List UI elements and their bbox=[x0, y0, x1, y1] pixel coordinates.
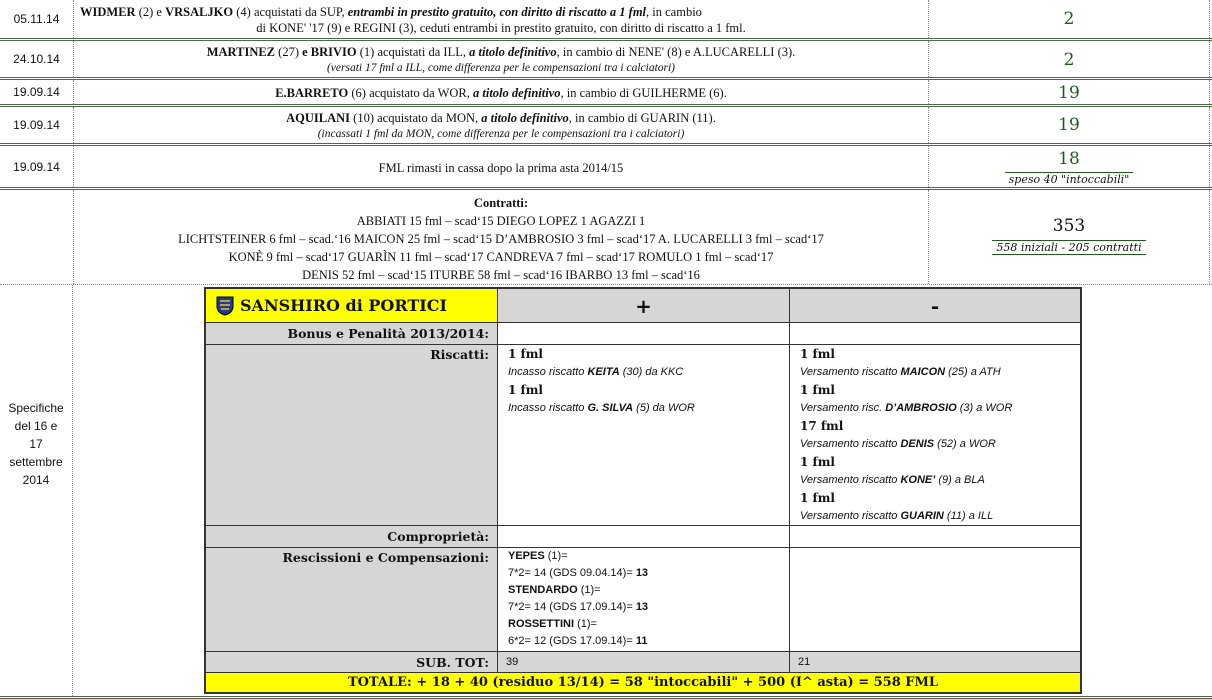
spec-label: 2014 bbox=[22, 473, 50, 487]
amount: 1 fml bbox=[800, 455, 835, 469]
riscatti-plus-cell bbox=[498, 345, 790, 526]
description-cell bbox=[74, 41, 929, 77]
amount: 13 bbox=[635, 601, 649, 613]
text: (27) bbox=[275, 45, 303, 59]
player-name: KONE’ bbox=[900, 474, 936, 486]
player-name: MAICON bbox=[900, 366, 946, 378]
text: (1)= bbox=[577, 584, 601, 596]
player-name: D’AMBROSIO bbox=[885, 402, 957, 414]
resc-label: Rescissioni e Compensazioni: bbox=[282, 550, 489, 565]
description-line bbox=[74, 44, 928, 60]
player-name: STENDARDO bbox=[508, 584, 578, 596]
player-name: ROSSETTINI bbox=[508, 618, 575, 630]
subtot-plus: 39 bbox=[506, 656, 519, 668]
player-name: e BRIVIO bbox=[302, 45, 357, 59]
player-name: VRSALJKO bbox=[165, 5, 234, 19]
contracts-row bbox=[0, 190, 1212, 285]
minus-label: - bbox=[930, 294, 940, 318]
player-name: GUARIN bbox=[900, 510, 944, 522]
resc-entry bbox=[508, 616, 789, 633]
value: 2 bbox=[1063, 50, 1075, 70]
text: (25) a ATH bbox=[945, 366, 1001, 378]
resc-calc bbox=[508, 599, 789, 616]
subtot-plus-cell bbox=[498, 652, 790, 673]
player-name: KEITA bbox=[587, 366, 620, 378]
riscatto-desc bbox=[800, 363, 1080, 381]
value-note: 558 iniziali - 205 contratti bbox=[992, 240, 1145, 255]
riscatto-desc bbox=[800, 399, 1080, 417]
bonus-label-cell bbox=[206, 323, 498, 345]
player-name: G. SILVA bbox=[587, 402, 634, 414]
text: Incasso riscatto bbox=[508, 402, 588, 414]
description-line: FML rimasti in cassa dopo la prima asta 2014/15 bbox=[378, 161, 624, 175]
text: (6) acquistato da WOR, bbox=[348, 86, 473, 100]
text: (5) da WOR bbox=[633, 402, 695, 414]
description-line-2: di KONE' '17 (9) e REGINI (3), ceduti entrambi in prestito gratuito, con diritto di riscatto a 1 fml. bbox=[256, 21, 746, 35]
value-cell bbox=[929, 190, 1210, 284]
compro-label-cell bbox=[206, 526, 498, 548]
transaction-row bbox=[0, 146, 1212, 190]
plus-label: + bbox=[635, 294, 652, 318]
terms: entrambi in prestito gratuito, con diritto di riscatto a 1 fml bbox=[347, 5, 647, 19]
description-line bbox=[74, 110, 928, 126]
description-cell bbox=[74, 146, 929, 187]
resc-calc bbox=[508, 565, 789, 582]
riscatto-desc bbox=[508, 399, 789, 417]
subtot-minus: 21 bbox=[798, 656, 811, 668]
compro-label: Comproprietà: bbox=[387, 529, 489, 544]
value: 353 bbox=[1052, 216, 1086, 236]
riscatto-desc bbox=[800, 507, 1080, 525]
value-cell bbox=[929, 107, 1210, 143]
value: 2 bbox=[1063, 9, 1075, 29]
text: (1)= bbox=[574, 618, 597, 630]
text: , in cambio bbox=[646, 5, 702, 19]
transaction-row bbox=[0, 107, 1212, 146]
text: (2) e bbox=[135, 5, 166, 19]
spec-label: 17 bbox=[29, 437, 43, 451]
player-name: DENIS bbox=[900, 438, 935, 450]
terms: a titolo definitivo bbox=[481, 111, 569, 125]
text: , in cambio di GUILHERME (6). bbox=[560, 86, 727, 100]
subtot-minus-cell bbox=[790, 652, 1080, 673]
spec-label: settembre bbox=[9, 455, 63, 469]
date-cell: 05.11.14 bbox=[0, 0, 74, 38]
compro-plus-cell bbox=[498, 526, 790, 548]
subtot-label: SUB. TOT: bbox=[416, 655, 489, 670]
player-name: MARTINEZ bbox=[206, 45, 276, 59]
spec-date-cell bbox=[0, 285, 73, 696]
riscatti-label: Riscatti: bbox=[430, 347, 489, 362]
description-cell bbox=[74, 107, 929, 143]
text: 7*2= 14 (GDS 09.04.14)= bbox=[508, 567, 636, 579]
amount: 1 fml bbox=[508, 347, 543, 361]
player-name: E.BARRETO bbox=[275, 86, 349, 100]
text: (1) acquistati da ILL, bbox=[356, 45, 470, 59]
date-cell: 19.09.14 bbox=[0, 80, 74, 104]
resc-label-cell bbox=[206, 548, 498, 652]
text: , in cambio di GUARIN (11). bbox=[568, 111, 716, 125]
riscatto-desc bbox=[508, 363, 789, 381]
totale-row bbox=[206, 673, 1080, 692]
bonus-label: Bonus e Penalità 2013/2014: bbox=[287, 326, 489, 341]
value-cell bbox=[929, 0, 1210, 38]
contract-line: KONÈ 9 fml – scad‘17 GUARÌN 11 fml – scad‘17 CANDREVA 7 fml – scad‘17 ROMULO 1 fml – scad‘17 bbox=[228, 250, 774, 264]
transaction-row bbox=[0, 41, 1212, 80]
team-header bbox=[206, 289, 498, 323]
resc-plus-cell bbox=[498, 548, 790, 652]
contracts-title: Contratti: bbox=[473, 196, 529, 210]
text: Versamento riscatto bbox=[800, 474, 901, 486]
value-cell bbox=[929, 80, 1210, 104]
spec-label: del 16 e bbox=[14, 419, 58, 433]
text: Versamento riscatto bbox=[800, 510, 901, 522]
team-crest-icon bbox=[216, 296, 234, 316]
text: 7*2= 14 (GDS 17.09.14)= bbox=[508, 601, 636, 613]
text: (1)= bbox=[544, 550, 568, 562]
value: 18 bbox=[1058, 149, 1080, 169]
amount: 1 fml bbox=[800, 491, 835, 505]
player-name: AQUILANI bbox=[286, 111, 351, 125]
contract-line: ABBIATI 15 fml – scad‘15 DIEGO LOPEZ 1 AGAZZI 1 bbox=[356, 214, 646, 228]
amount: 17 fml bbox=[800, 419, 844, 433]
text: , in cambio di NENE' (8) e A.LUCARELLI (3). bbox=[556, 45, 796, 59]
text: Versamento riscatto bbox=[800, 366, 901, 378]
resc-calc bbox=[508, 633, 789, 650]
description-line-2: (versati 17 fml a ILL, come differenza per le compensazioni tra i calciatori) bbox=[326, 62, 676, 74]
text: (9) a BLA bbox=[935, 474, 985, 486]
player-name: YEPES bbox=[508, 550, 545, 562]
date-cell: 19.09.14 bbox=[0, 146, 74, 187]
transaction-row bbox=[0, 0, 1212, 41]
terms: a titolo definitivo bbox=[469, 45, 557, 59]
bonus-plus-cell bbox=[498, 323, 790, 345]
riscatto-desc bbox=[800, 435, 1080, 453]
riscatto-desc bbox=[800, 471, 1080, 489]
date-cell: 24.10.14 bbox=[0, 41, 74, 77]
amount: 13 bbox=[635, 567, 649, 579]
value-note: speso 40 "intoccabili" bbox=[1005, 172, 1134, 186]
resc-minus-cell bbox=[790, 548, 1080, 652]
team-name: SANSHIRO di PORTICI bbox=[240, 296, 447, 315]
description-cell bbox=[74, 0, 929, 38]
totale-text: TOTALE: + 18 + 40 (residuo 13/14) = 58 "intoccabili" + 500 (I^ asta) = 558 FML bbox=[347, 675, 939, 690]
amount: 1 fml bbox=[508, 383, 543, 397]
compro-minus-cell bbox=[790, 526, 1080, 548]
amount: 11 bbox=[635, 635, 648, 647]
resc-entry bbox=[508, 582, 789, 599]
resc-entry bbox=[508, 548, 789, 565]
transaction-row bbox=[0, 80, 1212, 107]
text: (10) acquistato da MON, bbox=[350, 111, 482, 125]
text: (52) a WOR bbox=[934, 438, 996, 450]
description-line-2: (incassati 1 fml da MON, come differenza per le compensazioni tra i calciatori) bbox=[317, 128, 685, 140]
bonus-table bbox=[204, 287, 1082, 694]
text: (3) a WOR bbox=[956, 402, 1013, 414]
contract-line: DENIS 52 fml – scad‘15 ITURBE 58 fml – scad‘16 IBARBO 13 fml – scad‘16 bbox=[302, 268, 700, 282]
subtot-label-cell bbox=[206, 652, 498, 673]
value: 19 bbox=[1058, 83, 1080, 103]
minus-header bbox=[790, 289, 1080, 323]
text: (30) da KKC bbox=[619, 366, 684, 378]
description-line bbox=[74, 4, 928, 20]
terms: a titolo definitivo bbox=[473, 86, 561, 100]
amount: 1 fml bbox=[800, 347, 835, 361]
date-cell: 19.09.14 bbox=[0, 107, 74, 143]
spec-label: Specifiche bbox=[8, 401, 64, 415]
riscatti-label-cell bbox=[206, 345, 498, 526]
player-name: WIDMER bbox=[80, 5, 136, 19]
amount: 1 fml bbox=[800, 383, 835, 397]
text: Versamento riscatto bbox=[800, 438, 901, 450]
description-cell bbox=[74, 80, 929, 104]
text: Incasso riscatto bbox=[508, 366, 588, 378]
bonus-minus-cell bbox=[790, 323, 1080, 345]
value-cell bbox=[929, 146, 1210, 187]
value: 19 bbox=[1058, 115, 1080, 135]
text: (4) acquistati da SUP, bbox=[233, 5, 348, 19]
text: (11) a ILL bbox=[943, 510, 994, 522]
text: 6*2= 12 (GDS 17.09.14)= bbox=[508, 635, 636, 647]
contract-line: LICHTSTEINER 6 fml – scad.‘16 MAICON 25 fml – scad‘15 D’AMBROSIO 3 fml – scad‘17 A. LUCARELLI 3 fml – scad‘17 bbox=[178, 232, 824, 246]
contracts-cell bbox=[74, 190, 929, 284]
description-line bbox=[74, 85, 928, 101]
date-cell bbox=[0, 190, 74, 284]
riscatti-minus-cell bbox=[790, 345, 1080, 526]
plus-header bbox=[498, 289, 790, 323]
value-cell bbox=[929, 41, 1210, 77]
text: Versamento risc. bbox=[800, 402, 886, 414]
